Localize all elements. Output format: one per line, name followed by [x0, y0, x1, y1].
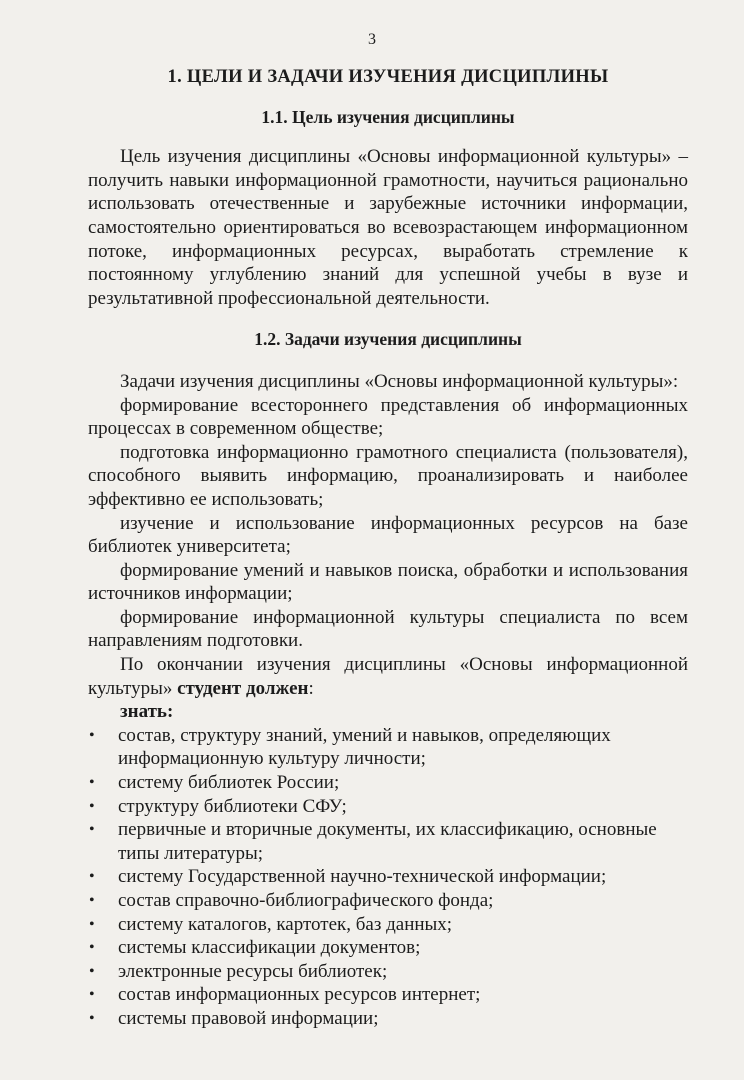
student-must-text: студент должен [177, 677, 309, 699]
list-item-text: состав справочно-библиографического фонда; [118, 890, 494, 911]
know-list [88, 724, 688, 1031]
know-label: знать: [120, 701, 174, 723]
bullet-icon: • [89, 726, 95, 744]
page-content [88, 66, 688, 1031]
task-paragraph: формирование всестороннего представления об информационных процессах в современном обществе; [88, 394, 688, 440]
list-item-text: состав информационных ресурсов интернет; [118, 984, 481, 1006]
student-intro-text: По окончании изучения дисциплины «Основы информационной культуры» [88, 654, 688, 699]
page-number: 3 [368, 31, 376, 48]
section-heading-tasks: 1.2. Задачи изучения дисциплины [254, 329, 522, 350]
list-item [88, 1007, 688, 1031]
list-item [88, 983, 688, 1007]
list-item [88, 889, 688, 913]
list-item-text: системы правовой информации; [118, 1007, 379, 1029]
list-item [88, 771, 688, 795]
task-paragraph: подготовка информационно грамотного специалиста (пользователя), способного выявить информацию, проанализировать и наиболее эффективно ее использовать; [88, 441, 688, 510]
bullet-icon: • [89, 986, 95, 1004]
tasks-intro-paragraph: Задачи изучения дисциплины «Основы информационной культуры»: [120, 370, 679, 392]
list-item-text: состав, структуру знаний, умений и навыков, определяющих информационную культуру личности; [118, 724, 611, 770]
list-item [88, 724, 688, 771]
list-item [88, 795, 688, 819]
list-item-text: первичные и вторичные документы, их классификацию, основные типы литературы; [118, 819, 657, 864]
list-item-text: структуру библиотеки СФУ; [118, 795, 347, 817]
list-item-text: систему каталогов, картотек, баз данных; [118, 913, 453, 935]
bullet-icon: • [89, 915, 95, 933]
list-item [88, 960, 688, 984]
list-item-text: системы классификации документов; [118, 937, 421, 959]
bullet-icon: • [89, 821, 95, 839]
list-item-text: систему Государственной научно-технической информации; [118, 866, 607, 888]
goal-paragraph: Цель изучения дисциплины «Основы информационной культуры» – получить навыки информационной грамотности, научиться рационально использовать отечественные и зарубежные источники информации, самостоятельно ориентироваться во всевозрастающем информационном потоке, информационных ресурсах, выработать стремление к постоянному углублению знаний для успешной учебы в вузе и результативной профессиональной деятельности. [88, 146, 688, 309]
bullet-icon: • [89, 868, 95, 886]
bullet-icon: • [89, 962, 95, 980]
bullet-icon: • [89, 892, 95, 909]
bullet-icon: • [89, 797, 95, 815]
section-heading-goal: 1.1. Цель изучения дисциплины [261, 106, 515, 127]
task-paragraph: изучение и использование информационных ресурсов на базе библиотек университета; [88, 512, 688, 558]
bullet-icon: • [89, 1009, 95, 1027]
student-colon: : [308, 677, 314, 699]
list-item [88, 913, 688, 937]
bullet-icon: • [89, 774, 95, 792]
list-item-text: систему библиотек России; [118, 772, 340, 794]
task-paragraph: формирование информационной культуры специалиста по всем направлениям подготовки. [88, 606, 688, 652]
task-paragraph: формирование умений и навыков поиска, обработки и использования источников информации; [88, 559, 688, 605]
student-requirements-paragraph [88, 653, 688, 700]
chapter-title: 1. ЦЕЛИ И ЗАДАЧИ ИЗУЧЕНИЯ ДИСЦИПЛИНЫ [167, 67, 609, 87]
list-item [88, 936, 688, 960]
bullet-icon: • [89, 939, 95, 957]
list-item [88, 818, 688, 865]
list-item-text: электронные ресурсы библиотек; [118, 960, 388, 982]
list-item [88, 865, 688, 889]
